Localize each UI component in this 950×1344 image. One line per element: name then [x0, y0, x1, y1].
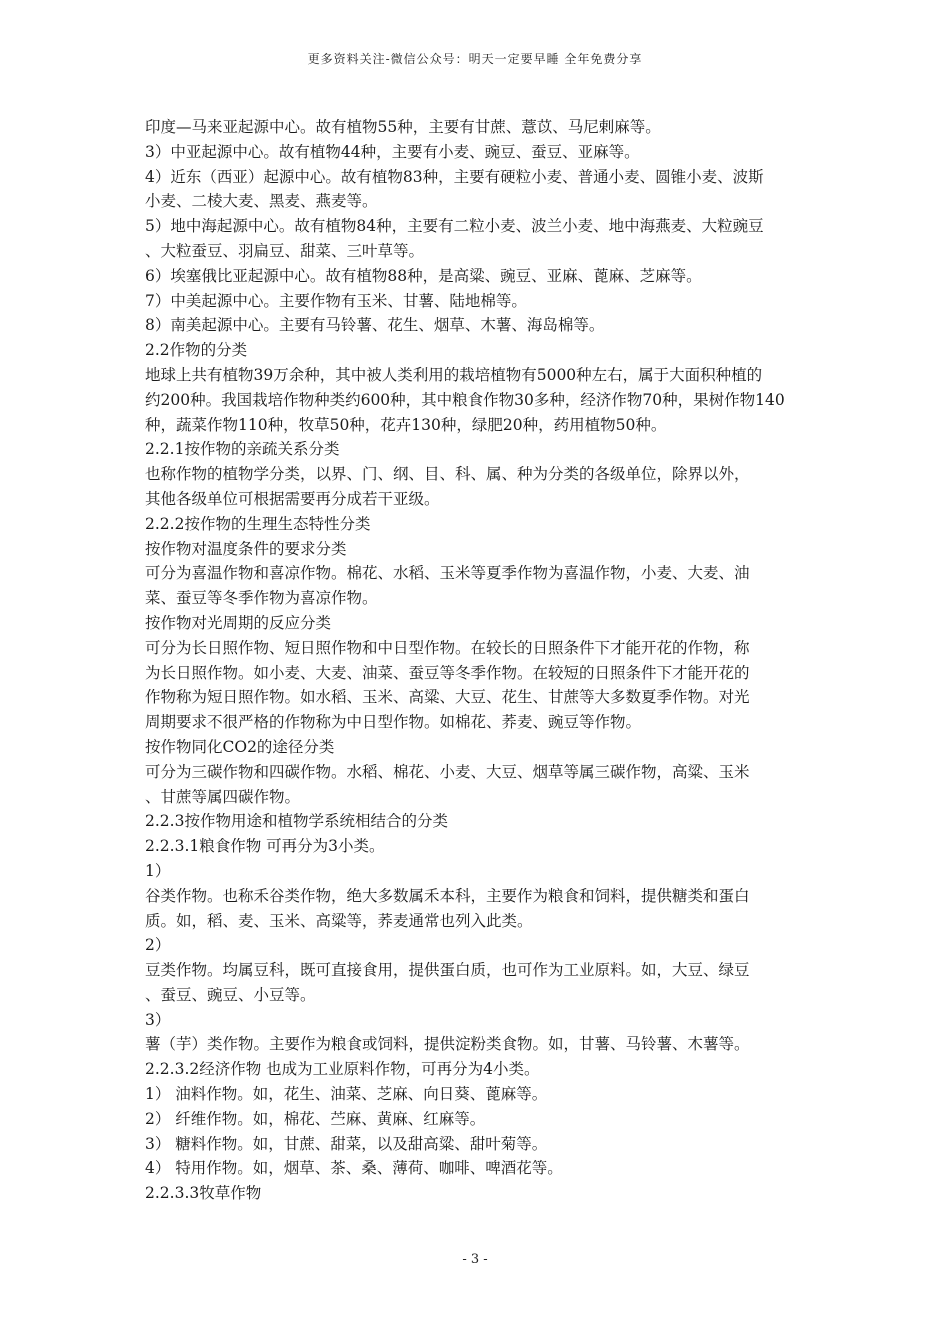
text-line: 4）近东（西亚）起源中心。故有植物83种，主要有硬粒小麦、普通小麦、圆锥小麦、波斯 — [145, 167, 764, 186]
page-header: 更多资料关注-微信公众号：明天一定要早睡 全年免费分享 — [307, 52, 643, 66]
text-line: 为长日照作物。如小麦、大麦、油菜、蚕豆等冬季作物。在较短的日照条件下才能开花的 — [145, 663, 750, 682]
section-heading: 2.2.2按作物的生理生态特性分类 — [145, 514, 371, 533]
text-line: 8）南美起源中心。主要有马铃薯、花生、烟草、木薯、海岛棉等。 — [145, 316, 605, 335]
text-line: 豆类作物。均属豆科，既可直接食用，提供蛋白质，也可作为工业原料。如，大豆、绿豆 — [145, 961, 750, 980]
text-line: 、蚕豆、豌豆、小豆等。 — [145, 985, 316, 1004]
text-line: 种，蔬菜作物110种，牧草50种，花卉130种，绿肥20种，药用植物50种。 — [145, 415, 667, 434]
list-marker: 3） — [145, 1010, 171, 1029]
section-heading: 2.2.3.3牧草作物 — [145, 1184, 262, 1203]
subsection-heading: 按作物对光周期的反应分类 — [145, 613, 332, 632]
page-number: - 3 - — [462, 1252, 488, 1267]
text-line: 约200种。我国栽培作物种类约600种，其中粮食作物30多种，经济作物70种，果树作物140 — [145, 390, 785, 409]
text-line: 作物称为短日照作物。如水稻、玉米、高粱、大豆、花生、甘蔗等大多数夏季作物。对光 — [145, 688, 750, 707]
section-heading: 2.2.3.1粮食作物 可再分为3小类。 — [145, 837, 385, 856]
section-heading: 2.2作物的分类 — [145, 341, 248, 360]
text-line: 6）埃塞俄比亚起源中心。故有植物88种，是高粱、豌豆、亚麻、蓖麻、芝麻等。 — [145, 266, 702, 285]
text-line: 可分为喜温作物和喜凉作物。棉花、水稻、玉米等夏季作物为喜温作物，小麦、大麦、油 — [145, 564, 750, 583]
list-item: 2） 纤维作物。如，棉花、苎麻、黄麻、红麻等。 — [145, 1109, 486, 1128]
text-line: 薯（芋）类作物。主要作为粮食或饲料，提供淀粉类食物。如，甘薯、马铃薯、木薯等。 — [145, 1035, 750, 1054]
text-line: 小麦、二棱大麦、黑麦、燕麦等。 — [145, 192, 378, 211]
text-line: 质。如，稻、麦、玉米、高粱等，荞麦通常也列入此类。 — [145, 911, 533, 930]
text-line: 可分为长日照作物、短日照作物和中日型作物。在较长的日照条件下才能开花的作物，称 — [145, 638, 750, 657]
text-line: 7）中美起源中心。主要作物有玉米、甘薯、陆地棉等。 — [145, 291, 527, 310]
text-line: 、甘蔗等属四碳作物。 — [145, 787, 301, 806]
text-line: 、大粒蚕豆、羽扁豆、甜菜、三叶草等。 — [145, 241, 425, 260]
text-line: 印度—马来亚起源中心。故有植物55种，主要有甘蔗、薏苡、马尼剌麻等。 — [145, 118, 661, 136]
list-item: 3） 糖料作物。如，甘蔗、甜菜，以及甜高粱、甜叶菊等。 — [145, 1134, 548, 1153]
text-line: 周期要求不很严格的作物称为中日型作物。如棉花、荞麦、豌豆等作物。 — [145, 713, 642, 732]
list-item: 4） 特用作物。如，烟草、茶、桑、薄荷、咖啡、啤酒花等。 — [145, 1159, 563, 1178]
subsection-heading: 按作物对温度条件的要求分类 — [145, 539, 347, 558]
section-heading: 2.2.3.2经济作物 也成为工业原料作物，可再分为4小类。 — [145, 1060, 540, 1079]
text-line: 谷类作物。也称禾谷类作物，绝大多数属禾本科，主要作为粮食和饲料，提供糖类和蛋白 — [145, 886, 750, 905]
text-line: 5）地中海起源中心。故有植物84种，主要有二粒小麦、波兰小麦、地中海燕麦、大粒豌豆 — [145, 217, 764, 236]
list-item: 1） 油料作物。如，花生、油菜、芝麻、向日葵、蓖麻等。 — [145, 1085, 548, 1104]
list-marker: 2） — [145, 936, 171, 955]
section-heading: 2.2.3按作物用途和植物学系统相结合的分类 — [145, 812, 448, 831]
text-line: 其他各级单位可根据需要再分成若干亚级。 — [145, 489, 440, 508]
text-line: 菜、蚕豆等冬季作物为喜凉作物。 — [145, 589, 378, 608]
document-body — [145, 115, 815, 1206]
section-heading: 2.2.1按作物的亲疏关系分类 — [145, 440, 340, 459]
text-line: 可分为三碳作物和四碳作物。水稻、棉花、小麦、大豆、烟草等属三碳作物，高粱、玉米 — [145, 762, 750, 781]
text-line: 也称作物的植物学分类，以界、门、纲、目、科、属、种为分类的各级单位，除界以外， — [145, 465, 750, 484]
subsection-heading: 按作物同化CO2的途径分类 — [145, 737, 335, 756]
text-line: 地球上共有植物39万余种，其中被人类利用的栽培植物有5000种左右，属于大面积种植的 — [145, 365, 763, 384]
text-line: 3）中亚起源中心。故有植物44种，主要有小麦、豌豆、蚕豆、亚麻等。 — [145, 142, 640, 161]
list-marker: 1） — [145, 861, 171, 880]
